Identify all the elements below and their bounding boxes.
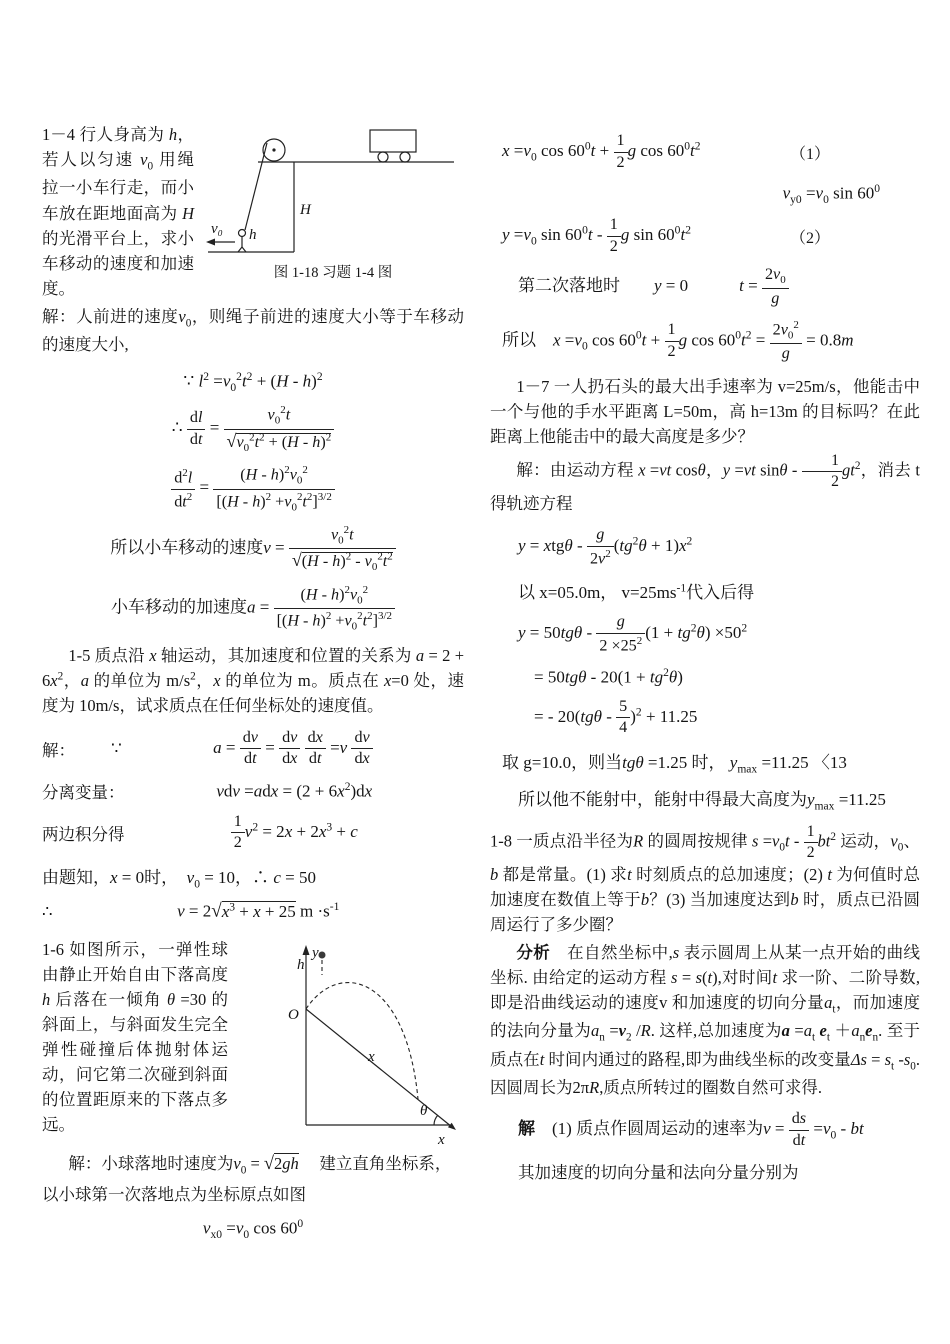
eq-1-6-vx0: $v_{x0} =v_0$ $\cos 60^0$ (202, 1217, 304, 1242)
left-column (42, 122, 464, 1251)
problem-1-4 (42, 122, 464, 360)
label-origin: O (288, 1006, 299, 1023)
velocity-arrowhead (206, 239, 215, 246)
label-h: h (249, 227, 257, 243)
eq-1-4-d2l-dt2: $\frac{d^2l}{dt^2}$ = $\frac{(H - h)^2v_0^2}{[(H - h)^2 +v_0^2t^2]^{3/2}}$ (42, 464, 464, 513)
solution-label: 解： (42, 740, 75, 760)
label-theta: θ (420, 1102, 428, 1119)
problem-1-7-statement: 1－7 一人扔石头的最大出手速率为 v=25m/s，他能击中一个与他的手水平距离 L=50m，高 h=13m 的目标吗？在此距离上他能击中的最大高度是多少？ (490, 376, 920, 446)
label-h-drop: h (297, 956, 305, 973)
eq-1-6-x: $x =v_0$ $\cos 60^0t$ + $\frac{1}{2}$ g $\cos 60^0t^2$ （1） (490, 132, 920, 172)
solution-1-5-integrate: 两边积分得 $\frac{1}{2}$ $v^2 = 2x + 2x^3 + c$ (42, 812, 358, 852)
solution-1-5-initial: 由题知，x = 0时， $v_0 = 10$，∴ c = 50 (42, 867, 316, 891)
solution-1-7-intro: 解：由运动方程 x =vt cosθ，y =vt sinθ - $\frac{1}{2}$ $gt^2$，消去 t 得轨迹方程 (490, 451, 921, 513)
line-1-7-conclusion: 所以他不能射中，能射中得最大高度为$y_{max} =11.25$ (518, 790, 886, 813)
problem-1-6 (42, 937, 464, 1149)
label-x-axis: x (438, 1131, 445, 1147)
label-y: y (312, 944, 319, 961)
eq-tag-2: （2） (790, 229, 831, 247)
cart-body (370, 130, 416, 152)
separate-variables-label: 分离变量： (42, 782, 125, 802)
solution-1-8-components: 其加速度的切向分量和法向分量分别为 (518, 1163, 799, 1183)
solution-1-5-separate: 分离变量： vdv $=adx = (2 + 6x^2)dx$ (42, 779, 373, 802)
eq-1-6-y: $y =v_0$ $\sin 60^0t$ - $\frac{1}{2}$ g $\sin 60^0t^2$ （2） (490, 216, 920, 256)
person-head (239, 230, 246, 237)
label-x-incline: x (368, 1048, 375, 1065)
eq-1-7-sub2: = $50tg\theta - 20(1 + tg^2\theta)$ (534, 665, 683, 687)
solution-1-6-intro: 解：小球落地时速度为$v_0 = √2gh$ 建立直角坐标系， (68, 1152, 452, 1177)
eq-1-4-acceleration: 小车移动的加速度a = $\frac{(H - h)^2v_0^2}{[(H - h)^2 +v_0^2t^2]^{3/2}}$ (42, 584, 464, 633)
x-axis-arrowhead (448, 1123, 456, 1130)
cart-wheel-right (400, 152, 410, 162)
theta-arc (434, 1115, 438, 1125)
figure-1-18 (202, 124, 464, 282)
problem-1-6-statement: 1-6 如图所示，一弹性球由静止开始自由下落高度 h 后落在一倾角 θ =30 的斜面上，与斜面发生完全弹性碰撞后体抛射体运动，问它第二次碰到斜面的位置距原来的下落点多远。 (42, 939, 228, 1135)
line-1-7-substitute: 以 x=05.0m， $v=25ms^{-1}$代入后得 (518, 581, 755, 603)
figure-1-18-drawing (202, 124, 464, 258)
label-v0: v₀ (211, 221, 223, 237)
ball-icon (319, 951, 326, 958)
eq-1-4-dl-dt: ∴ $\frac{dl}{dt}$ = $\frac{v_0^2t}{√v_0^2t^2 + (H - h)^2}$ (42, 404, 464, 454)
analysis-1-8: 分析 在自然坐标中,s 表示圆周上从某一点开始的曲线坐标. 由给定的运动方程 s = s(t),对时间t 求一阶、二阶导数,即是沿曲线运动的速度v 和加速度的切向分量$a_t$，而加速度的法向分量为$a_n =v_2$ /R. 这样,总加速度为$a =a_t$ $e_t +a_ne_n$. 至于质点在t 时间内通过的路程,即为曲线坐标的改变量$\Delta s = s_t$ $-s_0$. 因圆周长为2πR,质点所转过的圈数自然可求得. (490, 942, 921, 1098)
person-leg-right (242, 247, 246, 252)
cart-wheel-left (378, 152, 388, 162)
solution-1-6-origin: 以小球第一次落地点为坐标原点如图 (42, 1185, 306, 1205)
eq-1-4-l-squared: ∵ $l^2 =v_0^2t^2 + (H - h)^2$ (183, 370, 323, 395)
figure-1-6-drawing (234, 939, 464, 1147)
trajectory-curve (306, 982, 418, 1098)
rope-line (245, 143, 267, 230)
pulley-axle (272, 148, 275, 151)
solution-1-5-result: ∴ $v = 2√x^3 + x + 25$ $m \cdot s^{-1}$ (42, 900, 340, 922)
y-axis-arrowhead (303, 945, 310, 955)
eq-1-6-vy0: $v_{y0} =v_0$ $\sin 60^0$ (782, 182, 880, 207)
figure-1-18-caption: 图 1-18 习题 1-4 图 (273, 265, 393, 281)
eq-1-7-sub1: y = 50tgθ - $\frac{g}{2 \times 25^2}$ $(1 + tg^2\theta) \times 50^2$ (518, 613, 748, 655)
therefore-symbol: ∴ (42, 901, 53, 921)
line-1-7-gmax: 取 g=10.0，则当tgθ =1.25 时， $y_{max} =11.25$ 〈13 (502, 752, 847, 776)
because-symbol: ∵ (111, 738, 122, 758)
eq-1-4-speed: 所以小车移动的速度v = $\frac{v_0^2t}{√(H - h)^2 - v_0^2t^2}$ (42, 524, 464, 574)
eq-tag-1: （1） (790, 145, 831, 163)
solution-1-4-intro: 解：人前进的速度$v_0$，则绳子前进的速度大小等于车移动的速度大小, (42, 306, 465, 355)
problem-1-8-statement: 1-8 一质点沿半径为R 的圆周按规律 $s =v_0t$ - $\frac{1}{2}$ $bt^2$ 运动，$v_0$、b 都是常量。(1) 求t 时刻质点的总加速度；(2) t 为何值时总加速度在数值上等于b？(3) 当加速度达到b 时，质点已沿圆周运行了多少圈？ (490, 822, 921, 934)
eq-1-6-second-landing: 第二次落地时 y = 0 t = $\frac{2v_0}{g}$ (490, 266, 920, 308)
figure-1-6 (234, 939, 464, 1147)
solution-1-8-speed: 解 (1) 质点作圆周运动的速率为v = $\frac{ds}{dt}$ $=v_0$ - bt (518, 1110, 864, 1149)
eq-1-7-trajectory: y = xtgθ - $\frac{g}{2v^2}$ $(tg^2\theta + 1)x^2$ (518, 525, 693, 567)
eq-1-6-result: 所以 $x =v_0$ $\cos 60^0t$ + $\frac{1}{2}$ g $\cos 60^0t^2$ = $\frac{2v_0^2}{g}$ = 0.8m (502, 318, 854, 362)
problem-1-4-statement: 1－4 行人身高为 h，若人以匀速 $v_0$ 用绳拉一小车行走，而小车放在距地面高为 H 的光滑平台上，求小车移动的速度和加速度。 (42, 125, 194, 298)
incline-line (306, 1009, 452, 1127)
eq-1-7-sub3: = - 20(tgθ - $\frac{5}{4}$ )$^2$ + 11.25 (534, 697, 698, 737)
problem-1-5-statement: 1-5 质点沿 x 轴运动，其加速度和位置的关系为 $a = 2 + 6x^2$，a 的单位为 $m/s^2$，x 的单位为 m。质点在 x=0 处，速度为 10m/s，试求质点在任何坐标处的速度值。 (42, 646, 465, 716)
integrate-label: 两边积分得 (42, 824, 125, 844)
right-column (490, 122, 920, 1251)
label-H: H (300, 202, 311, 218)
person-leg-left (238, 247, 242, 252)
solution-1-5-step-a: 解： ∵ a = $\frac{dv}{dt}$ = $\frac{dv}{dx}$ $\frac{dx}{dt}$ =v $\frac{dv}{dx}$ (42, 729, 464, 769)
